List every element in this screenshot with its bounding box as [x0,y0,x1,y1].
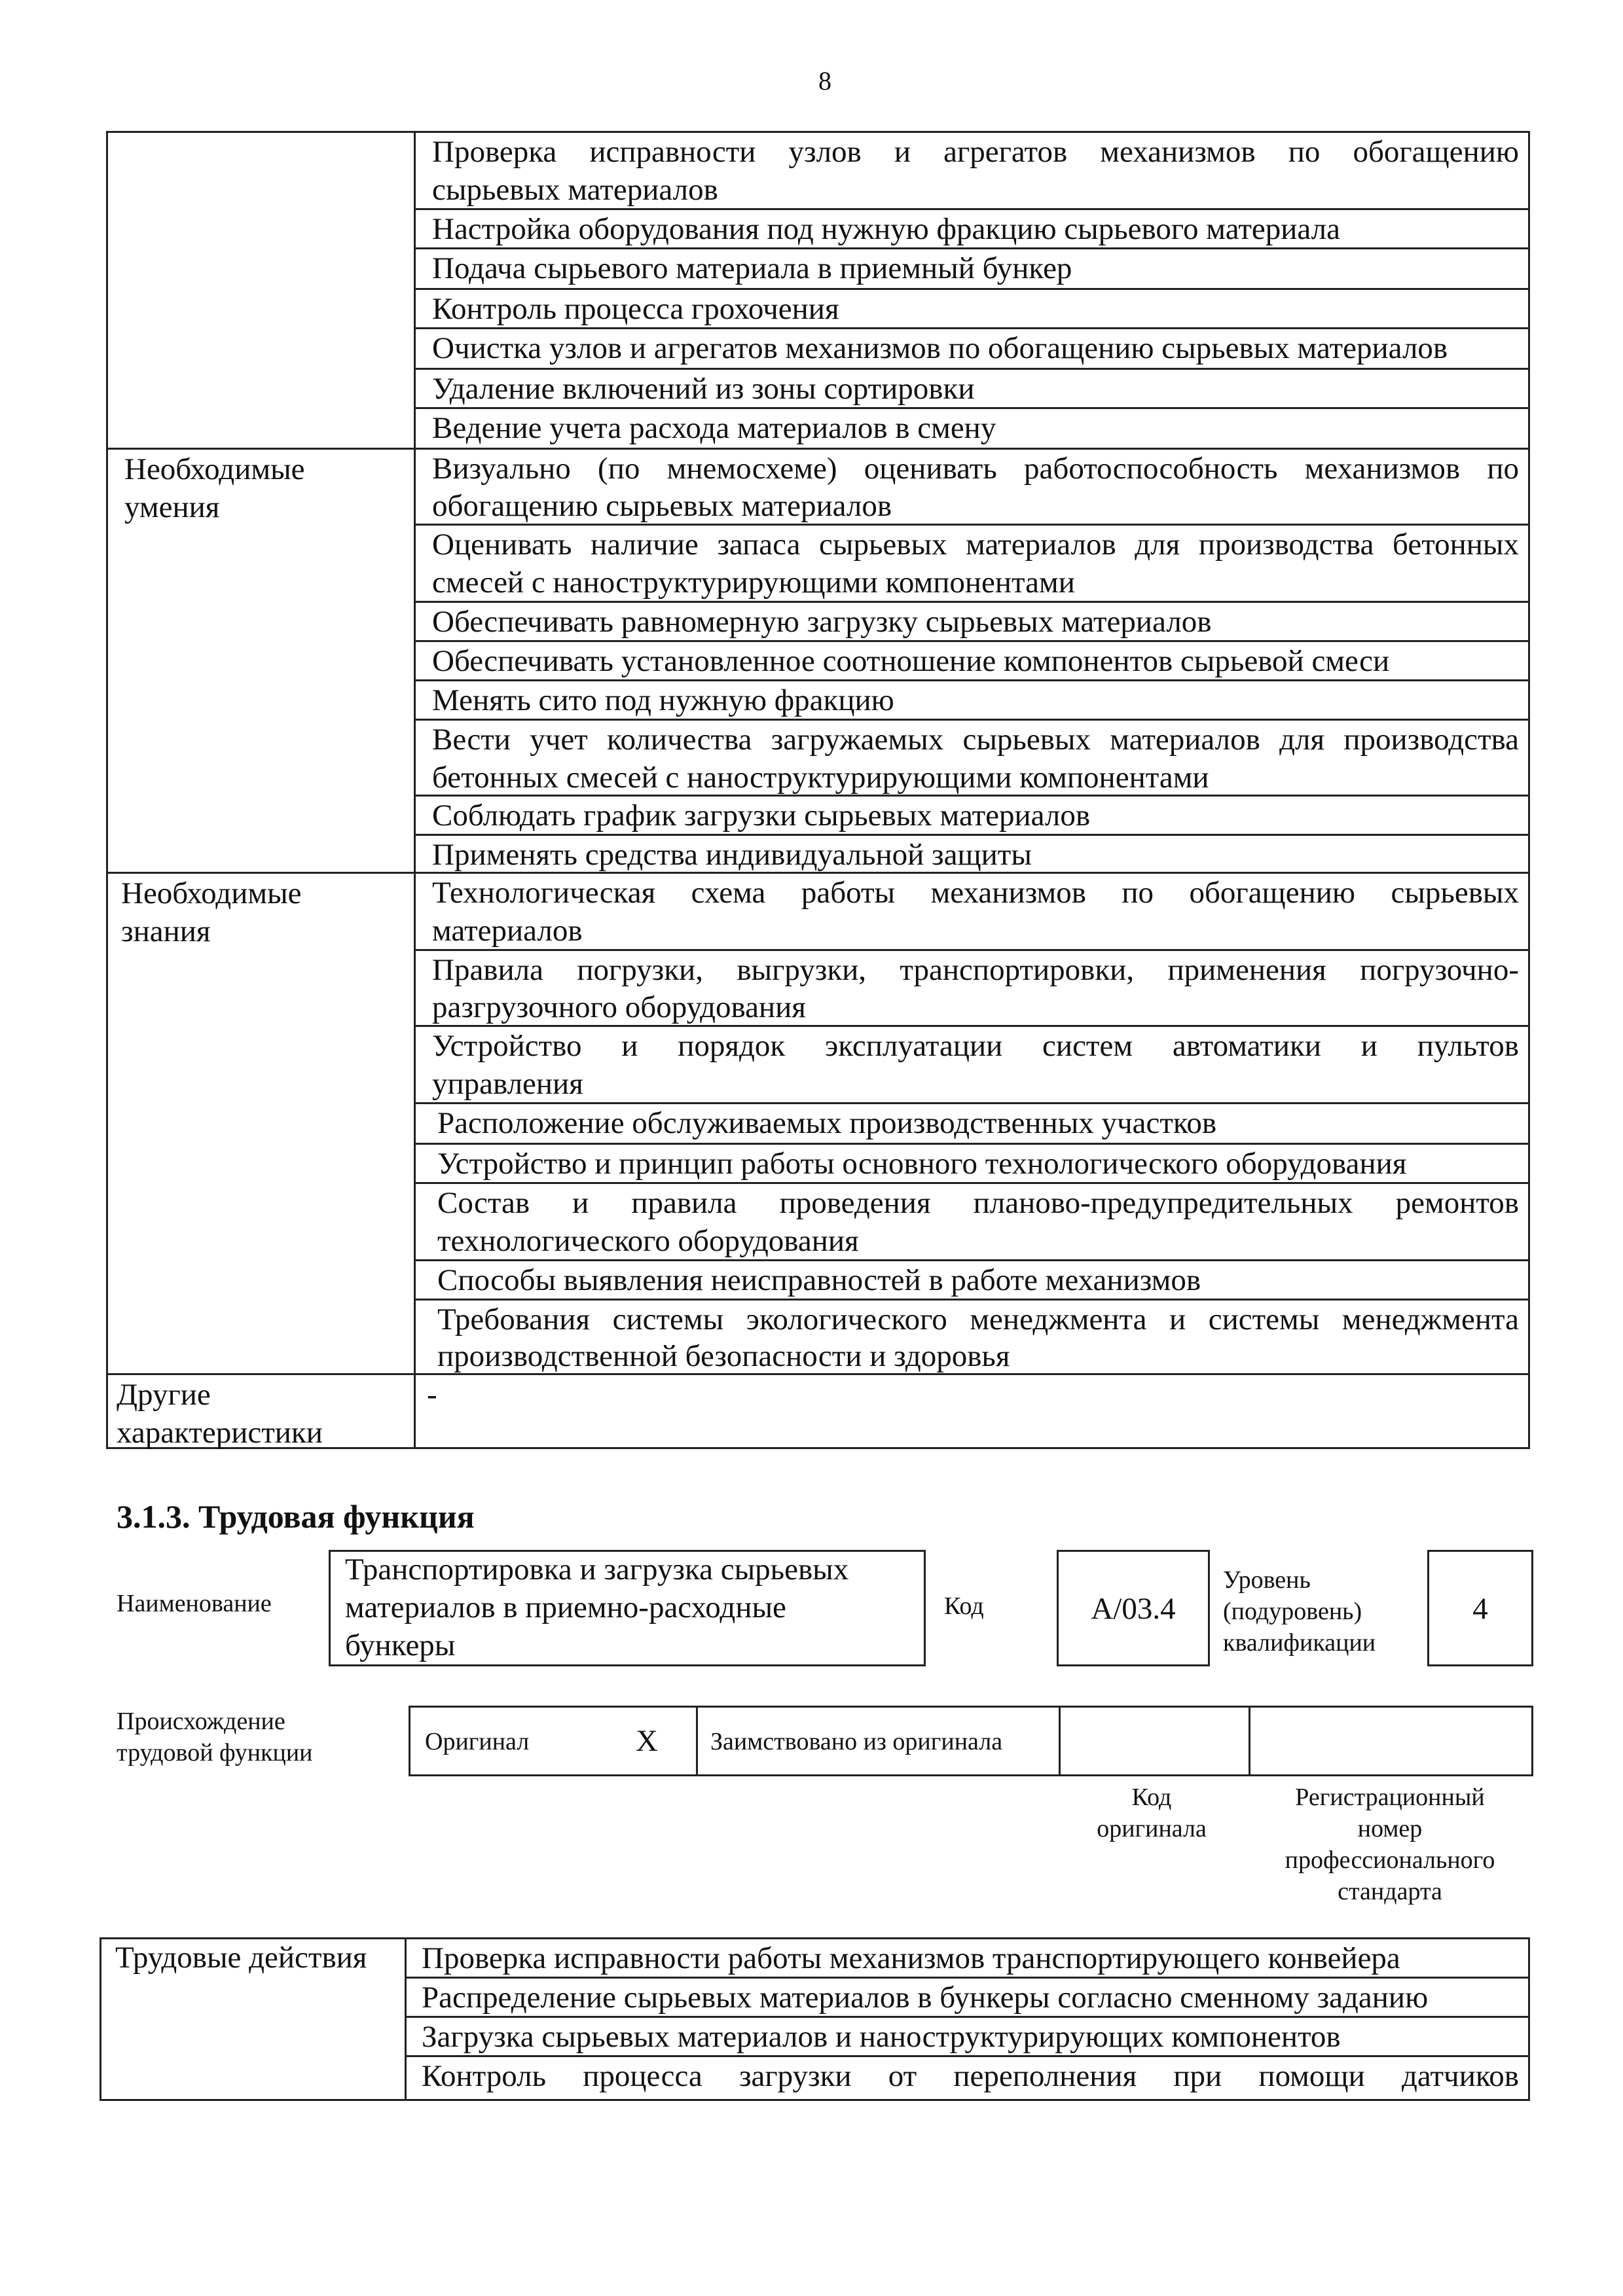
level-value: 4 [1472,1592,1488,1626]
page-number: 8 [818,66,831,96]
table-border-right [1528,1937,1530,2101]
table-row: Правила погрузки, выгрузки, транспортировки, применения погрузочно- [432,953,1519,987]
level-label: Уровень (подуровень) квалификации [1223,1566,1376,1657]
code-value-box [1057,1550,1210,1666]
table-row: Менять сито под нужную фракцию [432,683,894,717]
name-label: Наименование [117,1590,272,1617]
table-row: Устройство и порядок эксплуатации систем автоматики и пультов [432,1029,1519,1063]
section-title: 3.1.3. Трудовая функция [117,1498,475,1535]
table-row: Проверка исправности узлов и агрегатов механизмов по обогащению [432,135,1519,169]
code-label: Код [944,1592,984,1620]
table-row: Расположение обслуживаемых производственных участков [437,1106,1217,1140]
table-border-left [106,131,108,1449]
table-row-continuation: производственной безопасности и здоровья [437,1339,1010,1373]
table-row: Устройство и принцип работы основного технологического оборудования [437,1147,1407,1181]
table-row-continuation: технологического оборудования [437,1224,859,1258]
table-row: Вести учет количества загружаемых сырьевых материалов для производства [432,723,1519,757]
table-row-continuation: разгрузочного оборудования [432,990,806,1024]
origin-label: Происхождение трудовой функции [117,1708,313,1767]
table-row: Очистка узлов и агрегатов механизмов по обогащению сырьевых материалов [432,331,1448,365]
original-label: Оригинал [425,1728,530,1755]
name-value: Транспортировка и загрузка сырьевых материалов в приемно-расходные бункеры [345,1552,849,1662]
table-row: Обеспечивать установленное соотношение компонентов сырьевой смеси [432,644,1390,678]
table-row: Удаление включений из зоны сортировки [432,372,975,406]
original-mark: X [636,1724,658,1758]
reg-number-label: Регистрационный номер профессионального стандарта [1285,1784,1495,1905]
labor-actions-label: Трудовые действия [115,1941,367,1975]
table-row: Обеспечивать равномерную загрузку сырьевых материалов [432,605,1212,639]
table-row: Технологическая схема работы механизмов по обогащению сырьевых [432,876,1519,910]
table-row-continuation: сырьевых материалов [432,173,718,207]
table-border-left [100,1937,101,2101]
table-row-continuation: смесей с наноструктурирующими компонентами [432,565,1075,600]
table-bottom-line [100,2099,1530,2101]
table-row: Проверка исправности работы механизмов транспортирующего конвейера [422,1941,1400,1975]
skills-label: Необходимые умения [124,452,305,524]
knowledge-label: Необходимые знания [121,876,302,948]
table-row: Требования системы экологического менеджмента и системы менеджмента [437,1302,1519,1336]
origin-divider [696,1708,698,1774]
code-original-label: Код оригинала [1097,1784,1207,1842]
origin-divider [1059,1708,1061,1774]
table-row-continuation: материалов [432,914,583,948]
table-row: Применять средства индивидуальной защиты [432,838,1032,872]
table-row-continuation: обогащению сырьевых материалов [432,489,892,523]
table-row: Подача сырьевого материала в приемный бункер [432,251,1072,285]
other-characteristics-value: - [427,1378,437,1412]
table-row: Контроль процесса грохочения [432,292,839,326]
origin-divider [1249,1708,1250,1774]
level-value-box [1427,1550,1533,1666]
other-characteristics-label: Другие характеристики [117,1378,323,1450]
table-row: Состав и правила проведения планово-предупредительных ремонтов [437,1186,1519,1220]
table-row: Распределение сырьевых материалов в бункеры согласно сменному заданию [422,1981,1429,2015]
table-row: Способы выявления неисправностей в работе механизмов [437,1263,1201,1297]
table-row: Визуально (по мнемосхеме) оценивать работоспособность механизмов по [432,452,1519,486]
table-row: Оценивать наличие запаса сырьевых материалов для производства бетонных [432,528,1519,562]
table-row-continuation: управления [432,1067,583,1101]
table-row: Загрузка сырьевых материалов и наноструктурирующих компонентов [422,2020,1341,2054]
origin-table [409,1706,1533,1776]
table-border-mid [405,1937,407,2101]
table-row-continuation: бетонных смесей с наноструктурирующими компонентами [432,761,1209,795]
table-row: Настройка оборудования под нужную фракцию сырьевого материала [432,212,1340,246]
table-row: Контроль процесса загрузки от переполнения при помощи датчиков [422,2059,1519,2093]
table-row: Соблюдать график загрузки сырьевых материалов [432,798,1091,833]
code-value: А/03.4 [1091,1592,1176,1626]
name-value-box [329,1550,926,1666]
table-row: Ведение учета расхода материалов в смену [432,411,996,445]
borrowed-label: Заимствовано из оригинала [710,1728,1003,1755]
